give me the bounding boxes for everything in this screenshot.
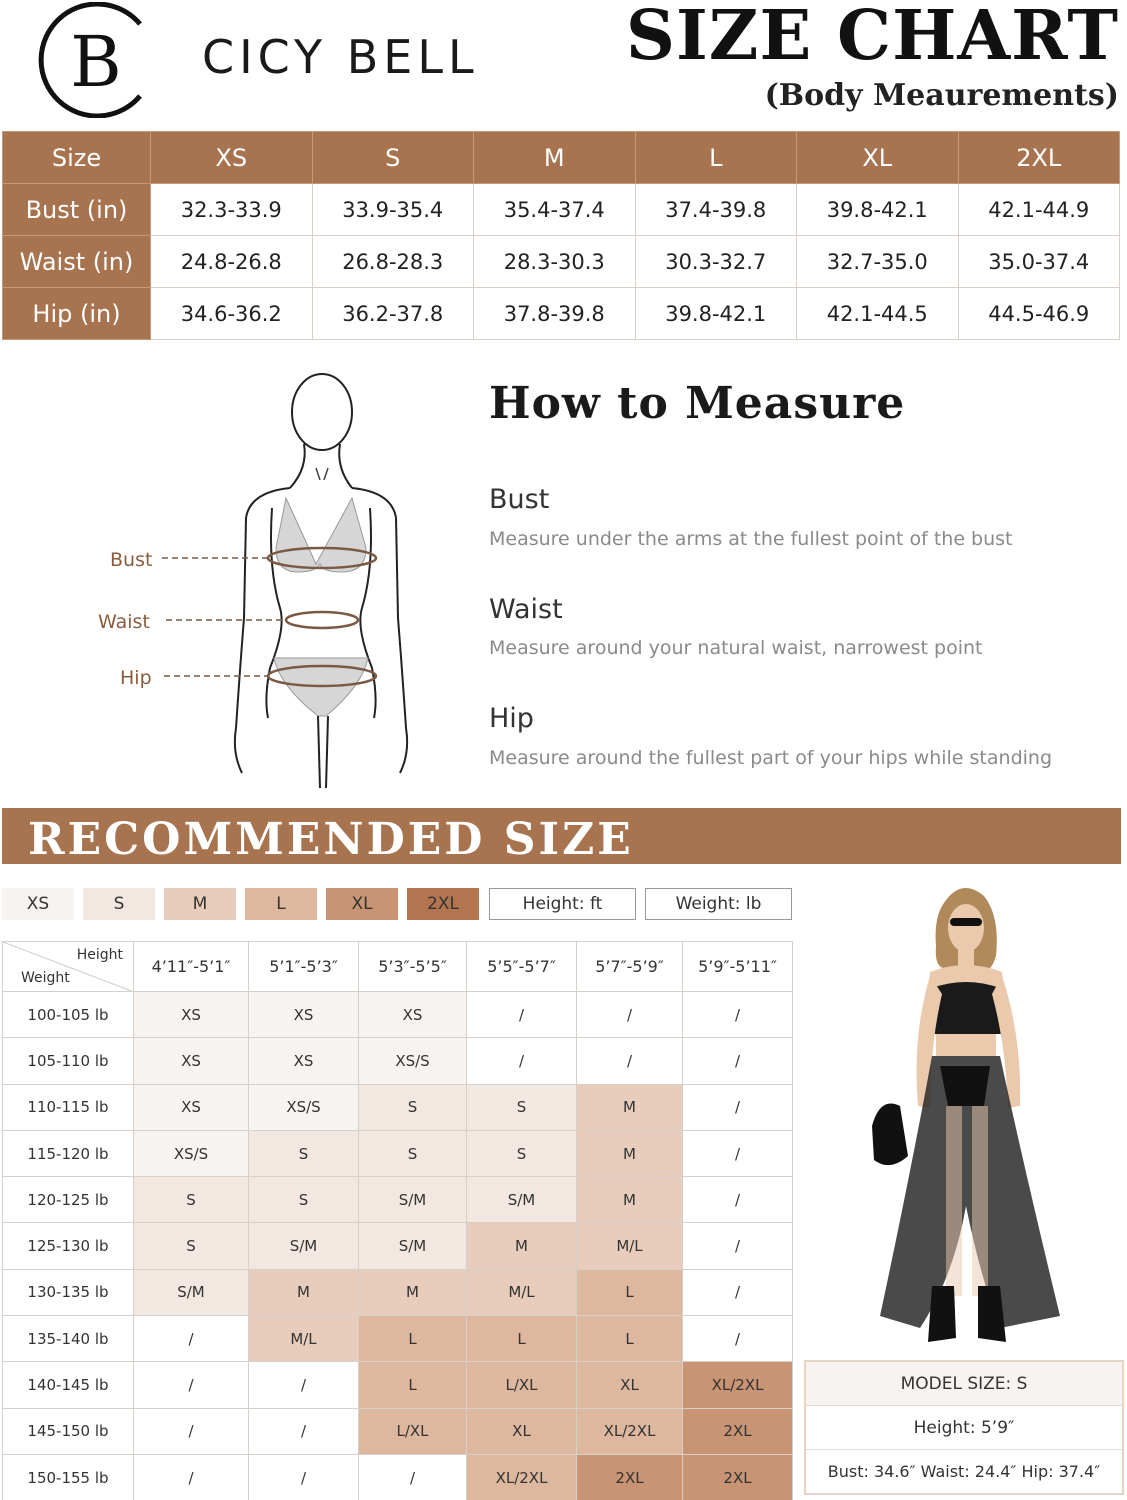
table-row — [3, 1269, 793, 1315]
table-cell: 39.8-42.1 — [797, 184, 959, 236]
corner-height-label: Height — [76, 947, 123, 963]
size-cell: M — [577, 1084, 683, 1130]
weight-label: 105-110 lb — [3, 1038, 134, 1084]
size-cell: L — [577, 1269, 683, 1315]
size-row-waist — [3, 236, 1120, 288]
height-header-cell: 5’1″-5’3″ — [249, 942, 359, 992]
model-info-card — [804, 1360, 1124, 1495]
height-header-cell: 5’7″-5’9″ — [577, 942, 683, 992]
size-header-cell: XS — [151, 132, 313, 184]
size-cell: L/XL — [467, 1362, 577, 1408]
table-row — [3, 1223, 793, 1269]
page-title: SIZE CHART — [625, 0, 1119, 76]
size-cell: S/M — [359, 1223, 467, 1269]
how-to-measure-title: How to Measure — [489, 378, 906, 429]
size-cell: L — [359, 1362, 467, 1408]
size-cell: M/L — [467, 1269, 577, 1315]
table-row — [3, 1130, 793, 1176]
size-chart-table — [2, 131, 1120, 340]
table-cell: 37.4-39.8 — [635, 184, 797, 236]
size-cell: XL/2XL — [683, 1362, 793, 1408]
size-cell: S — [359, 1084, 467, 1130]
brand-logo — [36, 2, 156, 118]
table-cell: 39.8-42.1 — [635, 288, 797, 340]
size-cell: S — [467, 1130, 577, 1176]
weight-label: 100-105 lb — [3, 992, 134, 1038]
weight-label: 120-125 lb — [3, 1177, 134, 1223]
size-header-cell: XL — [797, 132, 959, 184]
measure-hip-heading: Hip — [489, 703, 534, 734]
size-cell: XS — [134, 1084, 249, 1130]
row-label: Bust (in) — [3, 184, 151, 236]
table-cell: 28.3-30.3 — [474, 236, 636, 288]
table-row — [3, 1454, 793, 1500]
size-cell: M — [359, 1269, 467, 1315]
brand-name: CICY BELL — [202, 30, 479, 84]
size-cell: / — [683, 1177, 793, 1223]
legend-swatch-m: M — [164, 888, 236, 920]
size-cell: S/M — [359, 1177, 467, 1223]
size-cell: 2XL — [577, 1454, 683, 1500]
table-cell: 36.2-37.8 — [312, 288, 474, 340]
size-cell: S — [134, 1223, 249, 1269]
size-header-cell: 2XL — [958, 132, 1120, 184]
size-header-row — [3, 132, 1120, 184]
table-cell: 34.6-36.2 — [151, 288, 313, 340]
figure-label-waist: Waist — [98, 611, 150, 633]
legend-weight-unit: Weight: lb — [645, 888, 792, 920]
size-header-corner: Size — [3, 132, 151, 184]
legend-swatch-s: S — [83, 888, 155, 920]
weight-label: 150-155 lb — [3, 1454, 134, 1500]
size-cell: XL/2XL — [467, 1454, 577, 1500]
size-cell: / — [467, 1038, 577, 1084]
row-label: Hip (in) — [3, 288, 151, 340]
size-cell: XS/S — [249, 1084, 359, 1130]
body-measurement-figure — [90, 368, 430, 788]
measure-waist-heading: Waist — [489, 594, 563, 625]
size-cell: / — [683, 1084, 793, 1130]
table-cell: 32.7-35.0 — [797, 236, 959, 288]
page-subtitle: (Body Meaurements) — [764, 78, 1119, 113]
size-cell: L — [467, 1316, 577, 1362]
table-corner — [3, 942, 134, 992]
corner-weight-label: Weight — [21, 970, 70, 986]
table-cell: 24.8-26.8 — [151, 236, 313, 288]
size-cell: M/L — [577, 1223, 683, 1269]
model-measurements: Bust: 34.6″ Waist: 24.4″ Hip: 37.4″ — [827, 1462, 1101, 1481]
size-cell: L — [359, 1316, 467, 1362]
size-cell: / — [249, 1454, 359, 1500]
size-cell: M/L — [249, 1316, 359, 1362]
size-cell: / — [134, 1408, 249, 1454]
row-label: Waist (in) — [3, 236, 151, 288]
size-cell: L/XL — [359, 1408, 467, 1454]
recommended-size-title: RECOMMENDED SIZE — [28, 814, 634, 865]
legend-height-unit: Height: ft — [489, 888, 636, 920]
size-row-bust — [3, 184, 1120, 236]
size-cell: / — [683, 1038, 793, 1084]
size-cell: / — [467, 992, 577, 1038]
size-cell: S/M — [467, 1177, 577, 1223]
table-cell: 35.4-37.4 — [474, 184, 636, 236]
weight-label: 140-145 lb — [3, 1362, 134, 1408]
figure-label-hip: Hip — [120, 667, 152, 689]
table-row — [3, 1084, 793, 1130]
size-header-cell: M — [474, 132, 636, 184]
size-cell: XS/S — [134, 1130, 249, 1176]
size-cell: S — [249, 1177, 359, 1223]
size-cell: XS — [249, 992, 359, 1038]
figure-label-bust: Bust — [110, 549, 153, 571]
size-cell: / — [359, 1454, 467, 1500]
legend-swatch-2xl: 2XL — [407, 888, 479, 920]
legend-swatch-xs: XS — [2, 888, 74, 920]
model-height: Height: 5’9″ — [806, 1406, 1122, 1450]
table-row — [3, 1362, 793, 1408]
legend-swatch-xl: XL — [326, 888, 398, 920]
table-cell: 37.8-39.8 — [474, 288, 636, 340]
height-header-cell: 5’5″-5’7″ — [467, 942, 577, 992]
weight-label: 115-120 lb — [3, 1130, 134, 1176]
height-header-cell: 4’11″-5’1″ — [134, 942, 249, 992]
height-header-row — [3, 942, 793, 992]
size-cell: M — [577, 1130, 683, 1176]
table-row — [3, 1408, 793, 1454]
height-header-cell: 5’3″-5’5″ — [359, 942, 467, 992]
table-cell: 26.8-28.3 — [312, 236, 474, 288]
size-cell: XL — [467, 1408, 577, 1454]
measure-hip-desc: Measure around the fullest part of your hips while standing — [489, 747, 1053, 769]
weight-label: 130-135 lb — [3, 1269, 134, 1315]
size-cell: XL/2XL — [577, 1408, 683, 1454]
table-row — [3, 1316, 793, 1362]
size-cell: S — [359, 1130, 467, 1176]
size-cell: S — [134, 1177, 249, 1223]
size-cell: / — [683, 992, 793, 1038]
size-cell: / — [249, 1408, 359, 1454]
table-cell: 32.3-33.9 — [151, 184, 313, 236]
size-cell: XS/S — [359, 1038, 467, 1084]
weight-label: 145-150 lb — [3, 1408, 134, 1454]
recommended-size-banner — [2, 808, 1121, 864]
size-cell: XL — [577, 1362, 683, 1408]
size-cell: XS — [134, 992, 249, 1038]
table-cell: 30.3-32.7 — [635, 236, 797, 288]
model-photo — [850, 876, 1080, 1348]
size-cell: / — [577, 992, 683, 1038]
weight-label: 125-130 lb — [3, 1223, 134, 1269]
size-cell: S/M — [134, 1269, 249, 1315]
table-cell: 33.9-35.4 — [312, 184, 474, 236]
size-cell: / — [683, 1223, 793, 1269]
legend-swatch-l: L — [245, 888, 317, 920]
recommended-size-table — [2, 941, 793, 1500]
size-cell: / — [683, 1316, 793, 1362]
size-cell: L — [577, 1316, 683, 1362]
table-row — [3, 992, 793, 1038]
height-header-cell: 5’9″-5’11″ — [683, 942, 793, 992]
size-cell: / — [577, 1038, 683, 1084]
size-cell: M — [467, 1223, 577, 1269]
size-cell: S — [249, 1130, 359, 1176]
table-row — [3, 1038, 793, 1084]
measure-bust-desc: Measure under the arms at the fullest point of the bust — [489, 528, 1013, 550]
measure-waist-desc: Measure around your natural waist, narrowest point — [489, 637, 983, 659]
size-cell: / — [134, 1362, 249, 1408]
size-cell: 2XL — [683, 1408, 793, 1454]
logo-letter: B — [70, 21, 122, 103]
size-header-cell: S — [312, 132, 474, 184]
table-cell: 35.0-37.4 — [958, 236, 1120, 288]
size-cell: M — [249, 1269, 359, 1315]
size-cell: / — [134, 1454, 249, 1500]
measure-bust-heading: Bust — [489, 484, 550, 515]
size-cell: / — [683, 1130, 793, 1176]
size-cell: / — [249, 1362, 359, 1408]
size-cell: / — [683, 1269, 793, 1315]
size-header-cell: L — [635, 132, 797, 184]
size-cell: S/M — [249, 1223, 359, 1269]
table-row — [3, 1177, 793, 1223]
size-cell: 2XL — [683, 1454, 793, 1500]
size-cell: XS — [359, 992, 467, 1038]
weight-label: 135-140 lb — [3, 1316, 134, 1362]
size-cell: / — [134, 1316, 249, 1362]
size-row-hip — [3, 288, 1120, 340]
table-cell: 42.1-44.9 — [958, 184, 1120, 236]
size-cell: XS — [134, 1038, 249, 1084]
model-size: MODEL SIZE: S — [806, 1362, 1122, 1406]
size-cell: M — [577, 1177, 683, 1223]
weight-label: 110-115 lb — [3, 1084, 134, 1130]
table-cell: 42.1-44.5 — [797, 288, 959, 340]
table-cell: 44.5-46.9 — [958, 288, 1120, 340]
size-cell: XS — [249, 1038, 359, 1084]
size-cell: S — [467, 1084, 577, 1130]
